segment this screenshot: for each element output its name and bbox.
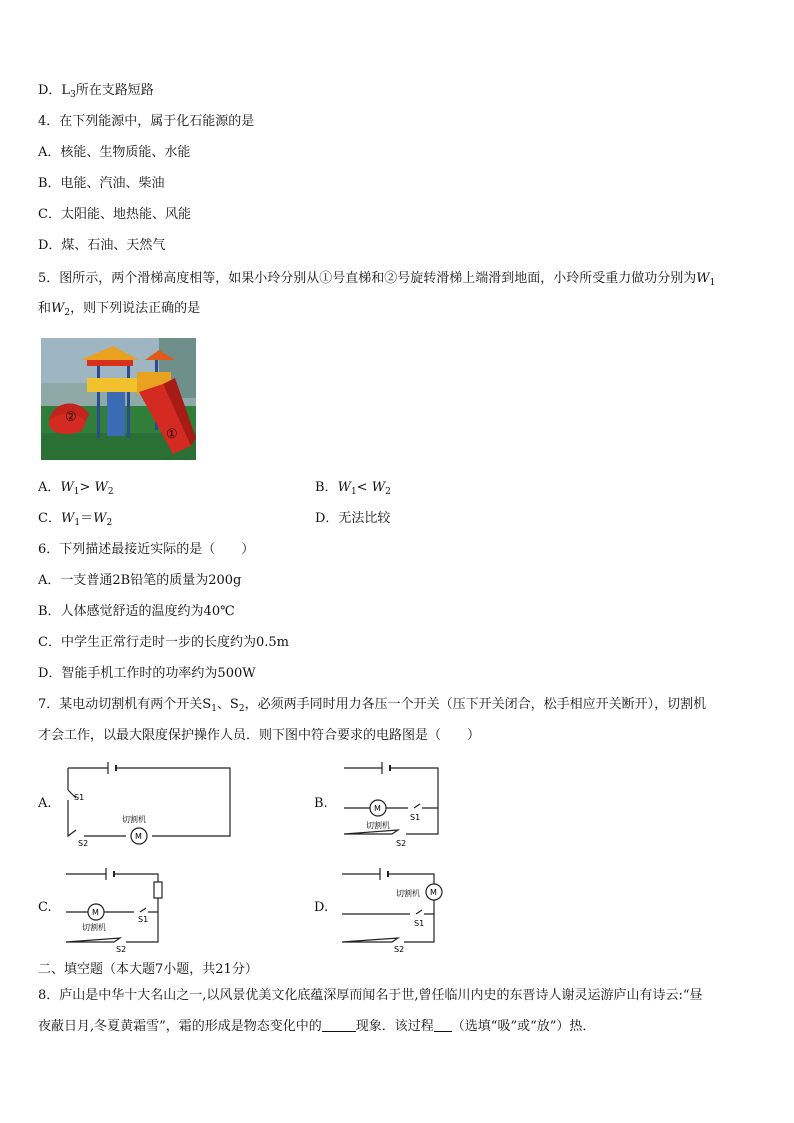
- circuit-d-s2: S2: [394, 945, 405, 954]
- circuit-b-motor: M: [374, 804, 381, 813]
- circuit-c-s1: S1: [138, 915, 149, 924]
- q8-line-1: 8．庐山是中华十大名山之一,以风景优美文化底蕴深厚而闻名于世,曾任临川内史的东晋诗人谢灵运游庐山有诗云:“昼: [38, 988, 703, 1003]
- circuit-d-cutter: 切割机: [396, 889, 420, 898]
- q4-stem: 4．在下列能源中，属于化石能源的是: [38, 114, 255, 129]
- q6-option-a: A．一支普通2B铅笔的质量为200g: [38, 573, 242, 588]
- circuit-b-label: B.: [314, 796, 328, 811]
- circuit-c-label: C.: [38, 900, 52, 915]
- circuit-b-s2: S2: [396, 839, 407, 848]
- q8-line-2: 夜蔽日月,冬夏黄霜雪”，霜的形成是物态变化中的 现象．该过程 （选填“吸”或“放”）热．: [38, 1019, 596, 1034]
- q6-option-c: C．中学生正常行走时一步的长度约为0.5m: [38, 635, 289, 650]
- q6-option-b: B．人体感觉舒适的温度约为40℃: [38, 604, 235, 619]
- circuit-c: [62, 866, 172, 956]
- q5-option-d: D．无法比较: [315, 511, 391, 526]
- slide-marker-2: ②: [65, 410, 77, 425]
- circuit-a-label: A.: [38, 796, 52, 811]
- circuit-a: [62, 760, 242, 850]
- circuit-b-cutter: 切割机: [366, 821, 390, 830]
- circuit-c-cutter: 切割机: [82, 923, 106, 932]
- q5-option-a: A．$W_1> W_2$: [38, 480, 114, 497]
- circuit-d: [338, 866, 458, 956]
- circuit-a-s1: S1: [74, 793, 85, 802]
- q6-stem: 6．下列描述最接近实际的是（ ）: [38, 542, 255, 557]
- circuit-a-cutter: 切割机: [122, 815, 146, 824]
- q4-option-c: C．太阳能、地热能、风能: [38, 207, 191, 222]
- circuit-d-motor: M: [430, 888, 437, 897]
- q7-stem-line-1: 7．某电动切割机有两个开关$S_1$、$S_2$，必须两手同时用力各压一个开关（压下开关闭合，松手相应开关断开），切割机: [38, 697, 707, 714]
- q4-option-b: B．电能、汽油、柴油: [38, 176, 165, 191]
- q8-blank-2[interactable]: [434, 1019, 452, 1032]
- q4-option-d: D．煤、石油、天然气: [38, 238, 166, 253]
- circuit-b: [340, 762, 460, 850]
- q7-stem-line-2: 才会工作，以最大限度保护操作人员．则下图中符合要求的电路图是（ ）: [38, 728, 481, 743]
- q5-stem-line-1: 5．图所示，两个滑梯高度相等，如果小玲分别从①号直梯和②号旋转滑梯上端滑到地面，小玲所受重力做功分别为$W_1$: [38, 271, 716, 288]
- circuit-a-s2: S2: [78, 839, 89, 848]
- circuit-d-s1: S1: [414, 919, 425, 928]
- q4-option-a: A．核能、生物质能、水能: [38, 145, 191, 160]
- q5-option-c: C．$W_1=W_2$: [38, 511, 113, 528]
- circuit-a-motor: M: [135, 832, 142, 841]
- circuit-c-motor: M: [92, 908, 99, 917]
- circuit-c-s2: S2: [116, 945, 127, 954]
- slide-photo: [41, 338, 196, 460]
- q3-option-d: D．$L_3$所在支路短路: [38, 83, 154, 100]
- slide-marker-1: ①: [166, 427, 178, 442]
- circuit-d-label: D.: [314, 900, 329, 915]
- q6-option-d: D．智能手机工作时的功率约为500W: [38, 666, 256, 681]
- section2-title: 二、填空题（本大题7小题，共21分）: [38, 962, 258, 977]
- q5-stem-line-2: 和$W_2$，则下列说法正确的是: [38, 301, 201, 318]
- q8-blank-1[interactable]: [322, 1019, 356, 1032]
- q5-option-b: B．$W_1< W_2$: [315, 480, 391, 497]
- circuit-b-s1: S1: [410, 813, 421, 822]
